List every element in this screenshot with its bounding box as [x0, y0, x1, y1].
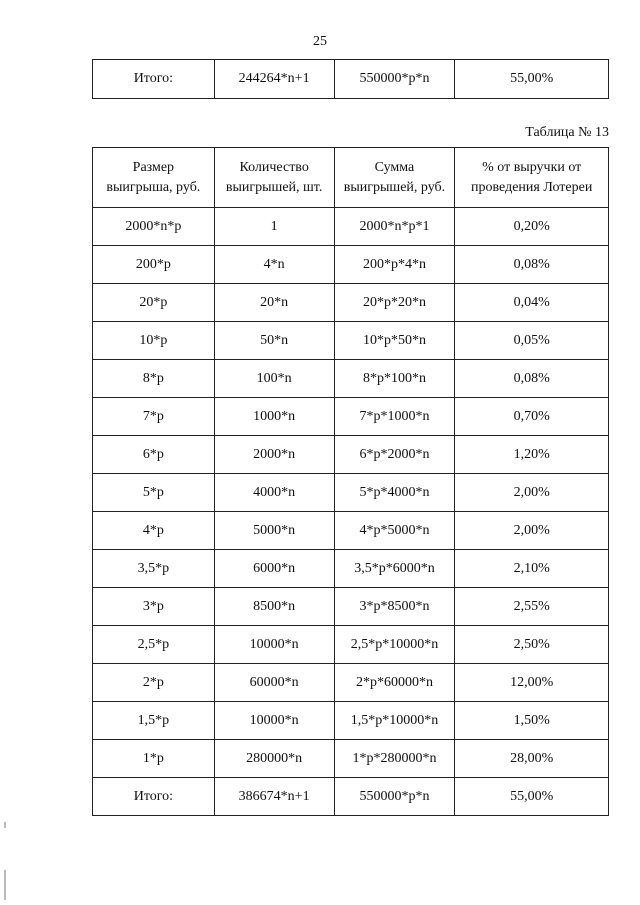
- top-totals-table: [92, 59, 609, 99]
- prize-count-cell: 5000*n: [214, 512, 334, 550]
- revenue-percent-cell: 55,00%: [455, 778, 609, 816]
- revenue-percent-cell: 0,05%: [455, 322, 609, 360]
- table-row: [93, 474, 609, 512]
- revenue-percent-cell: 0,08%: [455, 246, 609, 284]
- prize-sum-cell: 10*p*50*n: [334, 322, 455, 360]
- table-row: [93, 246, 609, 284]
- prize-count-cell: 100*n: [214, 360, 334, 398]
- table-row: [93, 322, 609, 360]
- prize-size-cell: Итого:: [93, 778, 215, 816]
- revenue-percent-cell: 0,04%: [455, 284, 609, 322]
- table-row: [93, 664, 609, 702]
- table-row: [93, 360, 609, 398]
- totals-row: [93, 60, 609, 99]
- prize-sum-cell: 2,5*p*10000*n: [334, 626, 455, 664]
- revenue-percent-cell: 28,00%: [455, 740, 609, 778]
- prize-count-cell: 280000*n: [214, 740, 334, 778]
- totals-percent: 55,00%: [455, 60, 609, 99]
- prize-size-cell: 8*p: [93, 360, 215, 398]
- prize-sum-cell: 7*p*1000*n: [334, 398, 455, 436]
- table-row: [93, 398, 609, 436]
- prize-sum-cell: 5*p*4000*n: [334, 474, 455, 512]
- prize-size-cell: 10*p: [93, 322, 215, 360]
- revenue-percent-cell: 1,20%: [455, 436, 609, 474]
- prize-table-body: [93, 208, 609, 816]
- prize-sum-cell: 200*p*4*n: [334, 246, 455, 284]
- prize-size-cell: 5*p: [93, 474, 215, 512]
- prize-sum-cell: 2000*n*p*1: [334, 208, 455, 246]
- prize-sum-cell: 550000*p*n: [334, 778, 455, 816]
- revenue-percent-cell: 1,50%: [455, 702, 609, 740]
- prize-size-cell: 2*p: [93, 664, 215, 702]
- prize-sum-cell: 1,5*p*10000*n: [334, 702, 455, 740]
- revenue-percent-cell: 0,70%: [455, 398, 609, 436]
- revenue-percent-cell: 0,08%: [455, 360, 609, 398]
- prize-size-cell: 3*p: [93, 588, 215, 626]
- prize-size-cell: 1*p: [93, 740, 215, 778]
- prize-count-cell: 2000*n: [214, 436, 334, 474]
- prize-size-cell: 6*p: [93, 436, 215, 474]
- prize-count-cell: 1000*n: [214, 398, 334, 436]
- scan-edge-mark: [4, 870, 6, 900]
- prize-size-cell: 1,5*p: [93, 702, 215, 740]
- revenue-percent-cell: 12,00%: [455, 664, 609, 702]
- prize-table: [92, 147, 609, 816]
- table-row: [93, 740, 609, 778]
- prize-sum-cell: 20*p*20*n: [334, 284, 455, 322]
- prize-size-cell: 200*p: [93, 246, 215, 284]
- prize-sum-cell: 6*p*2000*n: [334, 436, 455, 474]
- prize-count-cell: 10000*n: [214, 702, 334, 740]
- header-prize-size: Размер выигрыша, руб.: [93, 148, 215, 208]
- totals-row: [93, 778, 609, 816]
- totals-label: Итого:: [93, 60, 215, 99]
- prize-sum-cell: 3*p*8500*n: [334, 588, 455, 626]
- revenue-percent-cell: 2,00%: [455, 474, 609, 512]
- prize-count-cell: 6000*n: [214, 550, 334, 588]
- prize-count-cell: 4000*n: [214, 474, 334, 512]
- totals-sum: 550000*p*n: [334, 60, 455, 99]
- prize-sum-cell: 8*p*100*n: [334, 360, 455, 398]
- prize-size-cell: 4*p: [93, 512, 215, 550]
- prize-size-cell: 20*p: [93, 284, 215, 322]
- header-prize-count: Количество выигрышей, шт.: [214, 148, 334, 208]
- prize-count-cell: 1: [214, 208, 334, 246]
- prize-count-cell: 20*n: [214, 284, 334, 322]
- prize-count-cell: 4*n: [214, 246, 334, 284]
- revenue-percent-cell: 0,20%: [455, 208, 609, 246]
- revenue-percent-cell: 2,50%: [455, 626, 609, 664]
- prize-count-cell: 60000*n: [214, 664, 334, 702]
- prize-sum-cell: 1*p*280000*n: [334, 740, 455, 778]
- revenue-percent-cell: 2,55%: [455, 588, 609, 626]
- header-revenue-percent: % от выручки от проведения Лотереи: [455, 148, 609, 208]
- prize-sum-cell: 4*p*5000*n: [334, 512, 455, 550]
- header-row: [93, 148, 609, 208]
- table-row: [93, 702, 609, 740]
- table-row: [93, 208, 609, 246]
- table-row: [93, 284, 609, 322]
- table-row: [93, 626, 609, 664]
- revenue-percent-cell: 2,00%: [455, 512, 609, 550]
- prize-size-cell: 2,5*p: [93, 626, 215, 664]
- table-row: [93, 512, 609, 550]
- table-row: [93, 588, 609, 626]
- prize-count-cell: 10000*n: [214, 626, 334, 664]
- prize-count-cell: 386674*n+1: [214, 778, 334, 816]
- prize-size-cell: 2000*n*p: [93, 208, 215, 246]
- prize-size-cell: 3,5*p: [93, 550, 215, 588]
- prize-count-cell: 50*n: [214, 322, 334, 360]
- prize-sum-cell: 2*p*60000*n: [334, 664, 455, 702]
- totals-count: 244264*n+1: [214, 60, 334, 99]
- table-row: [93, 550, 609, 588]
- prize-size-cell: 7*p: [93, 398, 215, 436]
- page-number: 25: [313, 34, 327, 49]
- prize-sum-cell: 3,5*p*6000*n: [334, 550, 455, 588]
- scan-edge-mark: [4, 822, 6, 828]
- table-caption: Таблица № 13: [525, 125, 609, 140]
- table-row: [93, 436, 609, 474]
- header-prize-sum: Сумма выигрышей, руб.: [334, 148, 455, 208]
- revenue-percent-cell: 2,10%: [455, 550, 609, 588]
- prize-count-cell: 8500*n: [214, 588, 334, 626]
